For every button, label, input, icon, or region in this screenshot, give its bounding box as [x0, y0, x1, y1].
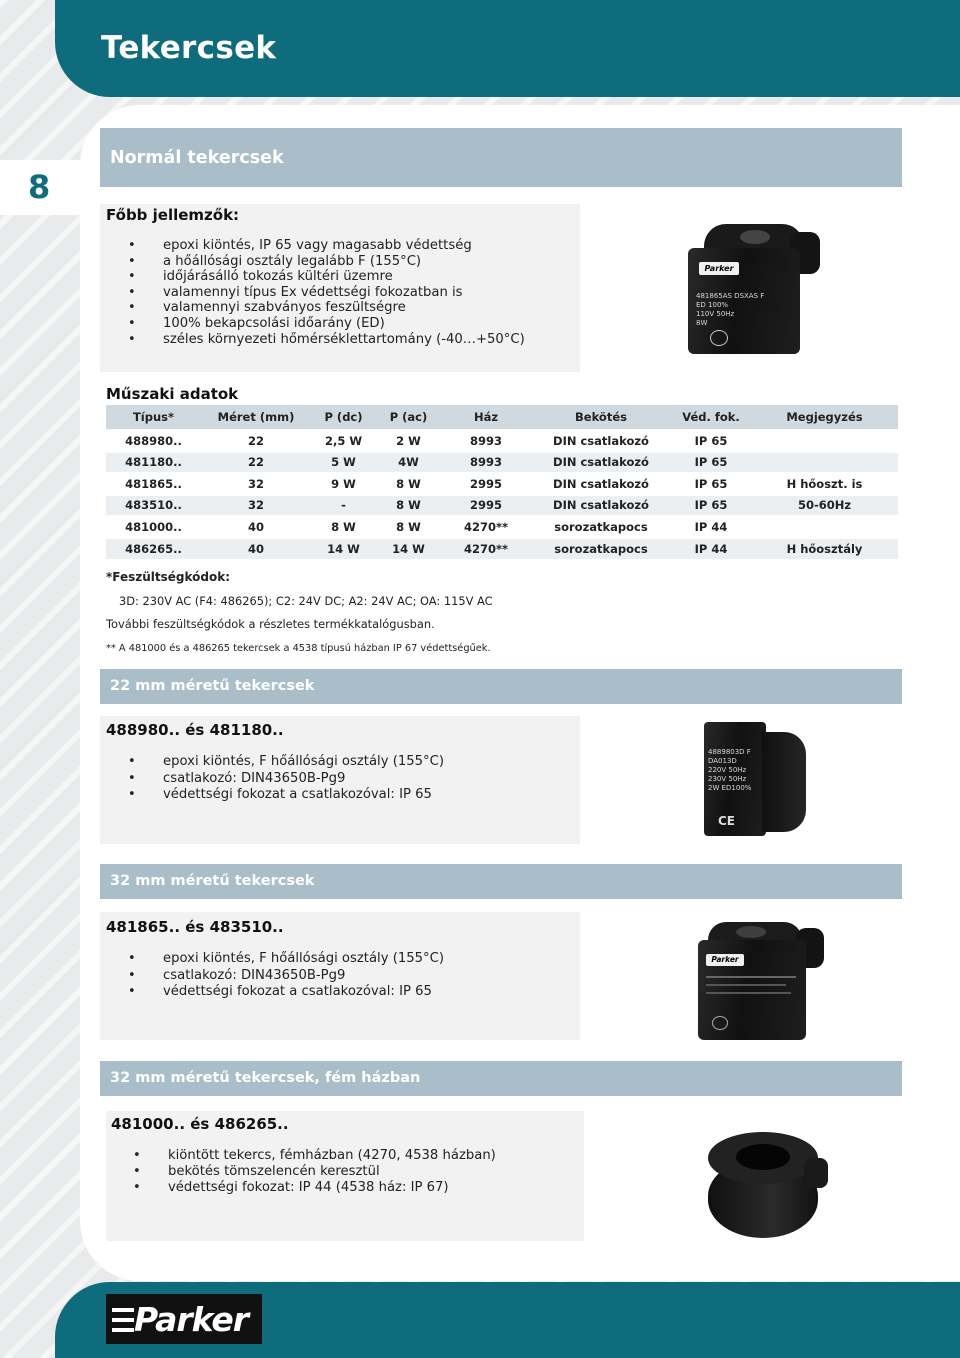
- table-cell: IP 65: [671, 452, 751, 474]
- section-bar-normal: [100, 128, 902, 187]
- voltage-codes: 3D: 230V AC (F4: 486265); C2: 24V DC; A2: 24V AC; OA: 115V AC: [119, 594, 493, 608]
- footnote: ** A 481000 és a 486265 tekercsek a 4538 típusú házban IP 67 védettségűek.: [106, 643, 491, 654]
- table-header-cell: P (dc): [311, 405, 376, 430]
- table-row: [106, 538, 898, 560]
- section-32-subtitle: 481865.. és 483510..: [106, 918, 284, 936]
- table-cell: 481180..: [106, 452, 201, 474]
- list-item: • valamennyi típus Ex védettségi fokozatban is: [106, 285, 576, 301]
- section-32-features: [106, 951, 576, 1001]
- table-header-cell: Bekötés: [531, 405, 671, 430]
- table-cell: 8993: [441, 452, 531, 474]
- table-row: [106, 495, 898, 517]
- features-title: Főbb jellemzők:: [106, 206, 240, 224]
- table-header-cell: Méret (mm): [201, 405, 311, 430]
- section-32m-features: [111, 1148, 581, 1196]
- list-item: • csatlakozó: DIN43650B-Pg9: [106, 771, 576, 788]
- page-title: Tekercsek: [101, 30, 277, 66]
- table-cell: 32: [201, 473, 311, 495]
- table-cell: 486265..: [106, 538, 201, 560]
- table-cell: 481000..: [106, 516, 201, 538]
- table-header-cell: Ház: [441, 405, 531, 430]
- table-cell: -: [311, 495, 376, 517]
- section-32m-subtitle: 481000.. és 486265..: [111, 1115, 289, 1133]
- list-item: • epoxi kiöntés, F hőállósági osztály (155°C): [106, 951, 576, 968]
- ce-mark-icon: CE: [718, 814, 736, 828]
- table-header-cell: P (ac): [376, 405, 441, 430]
- table-row: [106, 473, 898, 495]
- coil-label-text: 481865AS DSXAS F ED 100% 110V 50Hz 8W: [696, 292, 765, 327]
- section-title-32mm-metal: 32 mm méretű tekercsek, fém házban: [110, 1070, 421, 1086]
- table-cell: 2,5 W: [311, 430, 376, 452]
- table-cell: H hőosztály: [751, 538, 898, 560]
- list-item: • epoxi kiöntés, IP 65 vagy magasabb védettség: [106, 238, 576, 254]
- certification-icon: [710, 330, 728, 346]
- spec-table: [106, 405, 898, 559]
- list-item: • bekötés tömszelencén keresztül: [111, 1164, 581, 1180]
- table-cell: 40: [201, 538, 311, 560]
- table-cell: [751, 516, 898, 538]
- table-cell: 2995: [441, 495, 531, 517]
- table-cell: DIN csatlakozó: [531, 452, 671, 474]
- section-title-normal: Normál tekercsek: [110, 148, 284, 168]
- page-number: 8: [28, 168, 51, 206]
- section-title-32mm: 32 mm méretű tekercsek: [110, 873, 315, 889]
- product-image-32mm-coil: [694, 920, 828, 1042]
- table-cell: 481865..: [106, 473, 201, 495]
- table-cell: 488980..: [106, 430, 201, 452]
- table-cell: 2995: [441, 473, 531, 495]
- table-row: [106, 430, 898, 452]
- section-22-features: [106, 754, 576, 804]
- table-row: [106, 452, 898, 474]
- table-cell: 22: [201, 452, 311, 474]
- table-cell: DIN csatlakozó: [531, 430, 671, 452]
- product-image-22mm-coil: [700, 718, 810, 840]
- tech-title: Műszaki adatok: [106, 385, 239, 403]
- table-cell: 40: [201, 516, 311, 538]
- parker-label: Parker: [706, 954, 744, 966]
- list-item: • 100% bekapcsolási időarány (ED): [106, 316, 576, 332]
- table-cell: 8993: [441, 430, 531, 452]
- table-header-row: [106, 405, 898, 430]
- list-item: • védettségi fokozat a csatlakozóval: IP 65: [106, 984, 576, 1001]
- table-cell: 483510..: [106, 495, 201, 517]
- product-image-metal-coil: [706, 1128, 830, 1240]
- more-codes-note: További feszültségkódok a részletes termékkatalógusban.: [106, 617, 435, 631]
- list-item: • csatlakozó: DIN43650B-Pg9: [106, 968, 576, 985]
- table-cell: DIN csatlakozó: [531, 495, 671, 517]
- certification-icon: [712, 1016, 728, 1030]
- table-cell: IP 44: [671, 538, 751, 560]
- list-item: • kiöntött tekercs, fémházban (4270, 4538 házban): [111, 1148, 581, 1164]
- table-cell: 4270**: [441, 516, 531, 538]
- list-item: • széles környezeti hőmérséklettartomány (-40…+50°C): [106, 332, 576, 348]
- parker-logo: [106, 1294, 262, 1344]
- table-header-cell: Típus*: [106, 405, 201, 430]
- table-cell: [751, 430, 898, 452]
- table-header-cell: Véd. fok.: [671, 405, 751, 430]
- features-list: [106, 238, 576, 347]
- list-item: • védettségi fokozat a csatlakozóval: IP 65: [106, 787, 576, 804]
- section-bar-22mm: [100, 669, 902, 704]
- table-cell: 8 W: [376, 495, 441, 517]
- product-image-normal-coil: [682, 222, 822, 357]
- table-cell: IP 44: [671, 516, 751, 538]
- table-cell: 4W: [376, 452, 441, 474]
- list-item: • valamennyi szabványos feszültségre: [106, 300, 576, 316]
- table-cell: [751, 452, 898, 474]
- table-cell: sorozatkapocs: [531, 516, 671, 538]
- table-cell: 50-60Hz: [751, 495, 898, 517]
- table-cell: sorozatkapocs: [531, 538, 671, 560]
- coil-label-text: 4889803D F DA013D 220V 50Hz 230V 50Hz 2W ED100%: [708, 748, 752, 792]
- table-cell: H hőoszt. is: [751, 473, 898, 495]
- section-title-22mm: 22 mm méretű tekercsek: [110, 678, 315, 694]
- table-cell: 8 W: [376, 473, 441, 495]
- parker-label: Parker: [699, 262, 739, 275]
- list-item: • időjárásálló tokozás kültéri üzemre: [106, 269, 576, 285]
- table-cell: IP 65: [671, 495, 751, 517]
- list-item: • védettségi fokozat: IP 44 (4538 ház: IP 67): [111, 1180, 581, 1196]
- table-cell: DIN csatlakozó: [531, 473, 671, 495]
- logo-text: Parker: [134, 1300, 249, 1339]
- section-bar-32mm: [100, 864, 902, 899]
- table-cell: IP 65: [671, 473, 751, 495]
- table-cell: 8 W: [376, 516, 441, 538]
- list-item: • a hőállósági osztály legalább F (155°C): [106, 254, 576, 270]
- table-cell: 14 W: [311, 538, 376, 560]
- section-22-subtitle: 488980.. és 481180..: [106, 721, 284, 739]
- table-cell: 8 W: [311, 516, 376, 538]
- table-row: [106, 516, 898, 538]
- section-bar-32mm-metal: [100, 1061, 902, 1096]
- table-header-cell: Megjegyzés: [751, 405, 898, 430]
- table-cell: 14 W: [376, 538, 441, 560]
- table-cell: 5 W: [311, 452, 376, 474]
- table-cell: 9 W: [311, 473, 376, 495]
- table-cell: 32: [201, 495, 311, 517]
- table-cell: 22: [201, 430, 311, 452]
- table-cell: 2 W: [376, 430, 441, 452]
- table-cell: IP 65: [671, 430, 751, 452]
- voltage-codes-title: *Feszültségkódok:: [106, 570, 231, 584]
- list-item: • epoxi kiöntés, F hőállósági osztály (155°C): [106, 754, 576, 771]
- table-cell: 4270**: [441, 538, 531, 560]
